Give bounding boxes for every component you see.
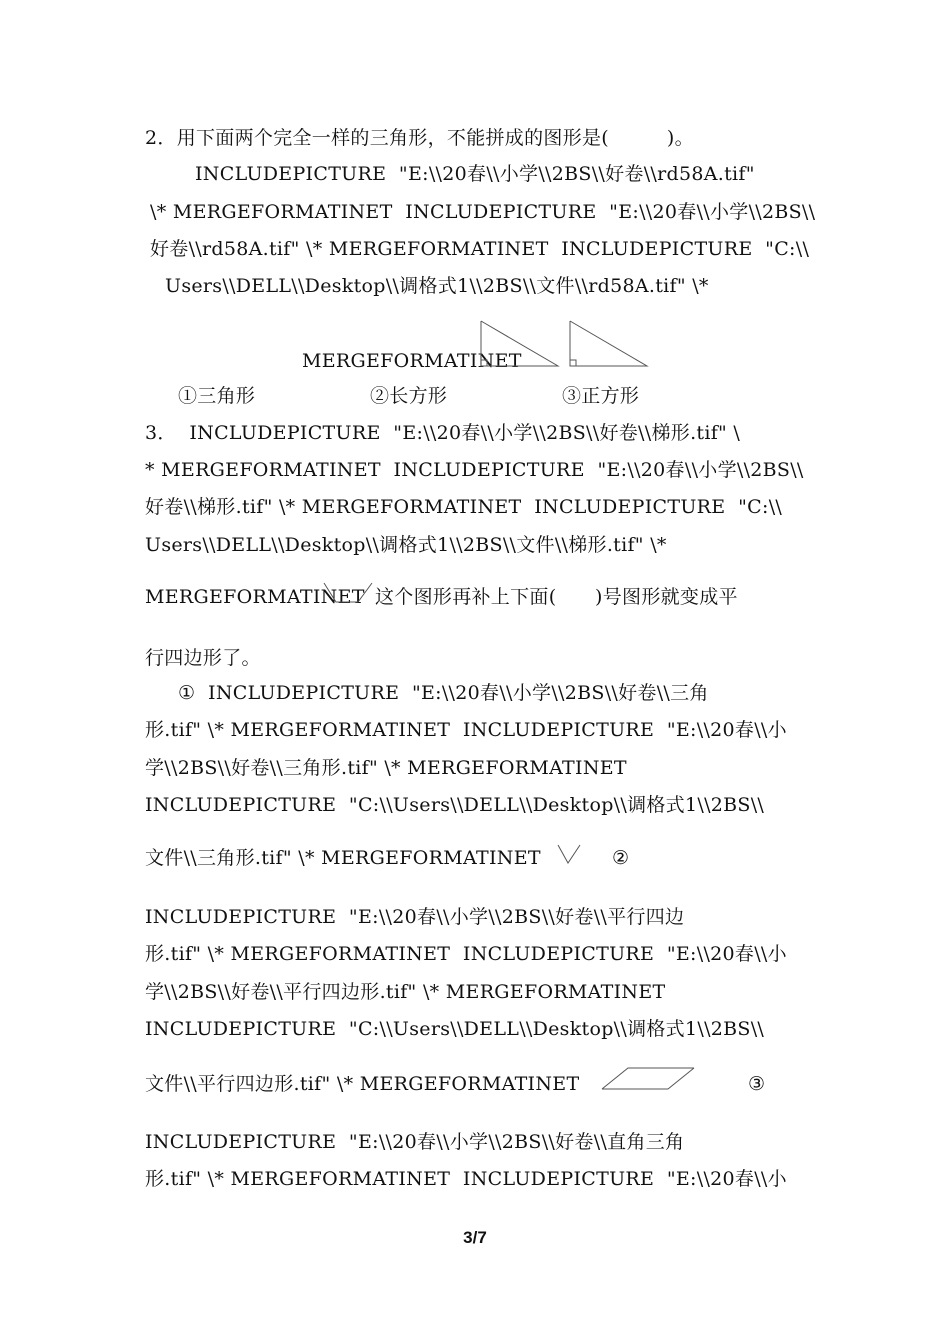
page-number: 3/7 — [463, 1228, 487, 1247]
q3-line: 3． INCLUDEPICTURE "E:\\20春\\小学\\2BS\\好卷\\梯形.tif" \ — [145, 422, 741, 444]
option3-marker: ③ — [748, 1073, 766, 1095]
q3-option2-line: 形.tif" \* MERGEFORMATINET INCLUDEPICTURE "E:\\20春\\小 — [145, 943, 787, 965]
q3-option2-line: INCLUDEPICTURE "E:\\20春\\小学\\2BS\\好卷\\平行四边 — [145, 906, 685, 928]
option-triangle: ①三角形 — [178, 385, 256, 407]
q3-option2-line: 学\\2BS\\好卷\\平行四边形.tif" \* MERGEFORMATINET — [145, 981, 666, 1003]
q3-option1-line: INCLUDEPICTURE "C:\\Users\\DELL\\Desktop\\调格式1\\2BS\\ — [145, 794, 765, 816]
q3-option2-line: INCLUDEPICTURE "C:\\Users\\DELL\\Desktop\\调格式1\\2BS\\ — [145, 1018, 765, 1040]
trapezoid-icon — [322, 580, 374, 606]
q3-option3-line: 形.tif" \* MERGEFORMATINET INCLUDEPICTURE "E:\\20春\\小 — [145, 1168, 787, 1190]
q3-option1-line: 学\\2BS\\好卷\\三角形.tif" \* MERGEFORMATINET — [145, 757, 627, 779]
q2-field-line: 好卷\\rd58A.tif" \* MERGEFORMATINET INCLUDEPICTURE "C:\\ — [150, 238, 810, 260]
q2-field-line: MERGEFORMATINET — [302, 350, 522, 372]
q3-line: * MERGEFORMATINET INCLUDEPICTURE "E:\\20春\\小学\\2BS\\ — [145, 459, 804, 481]
option-rectangle: ②长方形 — [370, 385, 448, 407]
q3-option3-line: INCLUDEPICTURE "E:\\20春\\小学\\2BS\\好卷\\直角三角 — [145, 1131, 685, 1153]
q3-option1-line: ① INCLUDEPICTURE "E:\\20春\\小学\\2BS\\好卷\\三角 — [178, 682, 709, 704]
q2-field-line: INCLUDEPICTURE "E:\\20春\\小学\\2BS\\好卷\\rd58A.tif" — [195, 163, 755, 185]
q3-merge-label: MERGEFORMATINET — [145, 586, 365, 608]
right-triangle-pair-figure — [478, 318, 653, 370]
q2-stem: 2．用下面两个完全一样的三角形，不能拼成的图形是( )。 — [145, 127, 694, 149]
q3-option1-line: 文件\\三角形.tif" \* MERGEFORMATINET — [145, 847, 541, 869]
right-triangle-icon — [570, 321, 647, 366]
q3-stem-end: 行四边形了。 — [145, 647, 261, 669]
option-square: ③正方形 — [562, 385, 640, 407]
q3-line: 好卷\\梯形.tif" \* MERGEFORMATINET INCLUDEPICTURE "C:\\ — [145, 496, 783, 518]
q2-field-line: Users\\DELL\\Desktop\\调格式1\\2BS\\文件\\rd58A.tif" \* — [165, 275, 709, 297]
q3-stem-tail: 这个图形再补上下面( )号图形就变成平 — [375, 586, 738, 608]
q2-field-line: \* MERGEFORMATINET INCLUDEPICTURE "E:\\20春\\小学\\2BS\\ — [150, 201, 816, 223]
q3-option2-line: 文件\\平行四边形.tif" \* MERGEFORMATINET — [145, 1073, 580, 1095]
q3-line: Users\\DELL\\Desktop\\调格式1\\2BS\\文件\\梯形.tif" \* — [145, 534, 667, 556]
right-triangle-icon — [481, 321, 558, 366]
option2-marker: ② — [612, 847, 630, 869]
triangle-v-icon — [556, 842, 584, 866]
parallelogram-icon — [600, 1065, 698, 1093]
q3-option1-line: 形.tif" \* MERGEFORMATINET INCLUDEPICTURE "E:\\20春\\小 — [145, 719, 787, 741]
